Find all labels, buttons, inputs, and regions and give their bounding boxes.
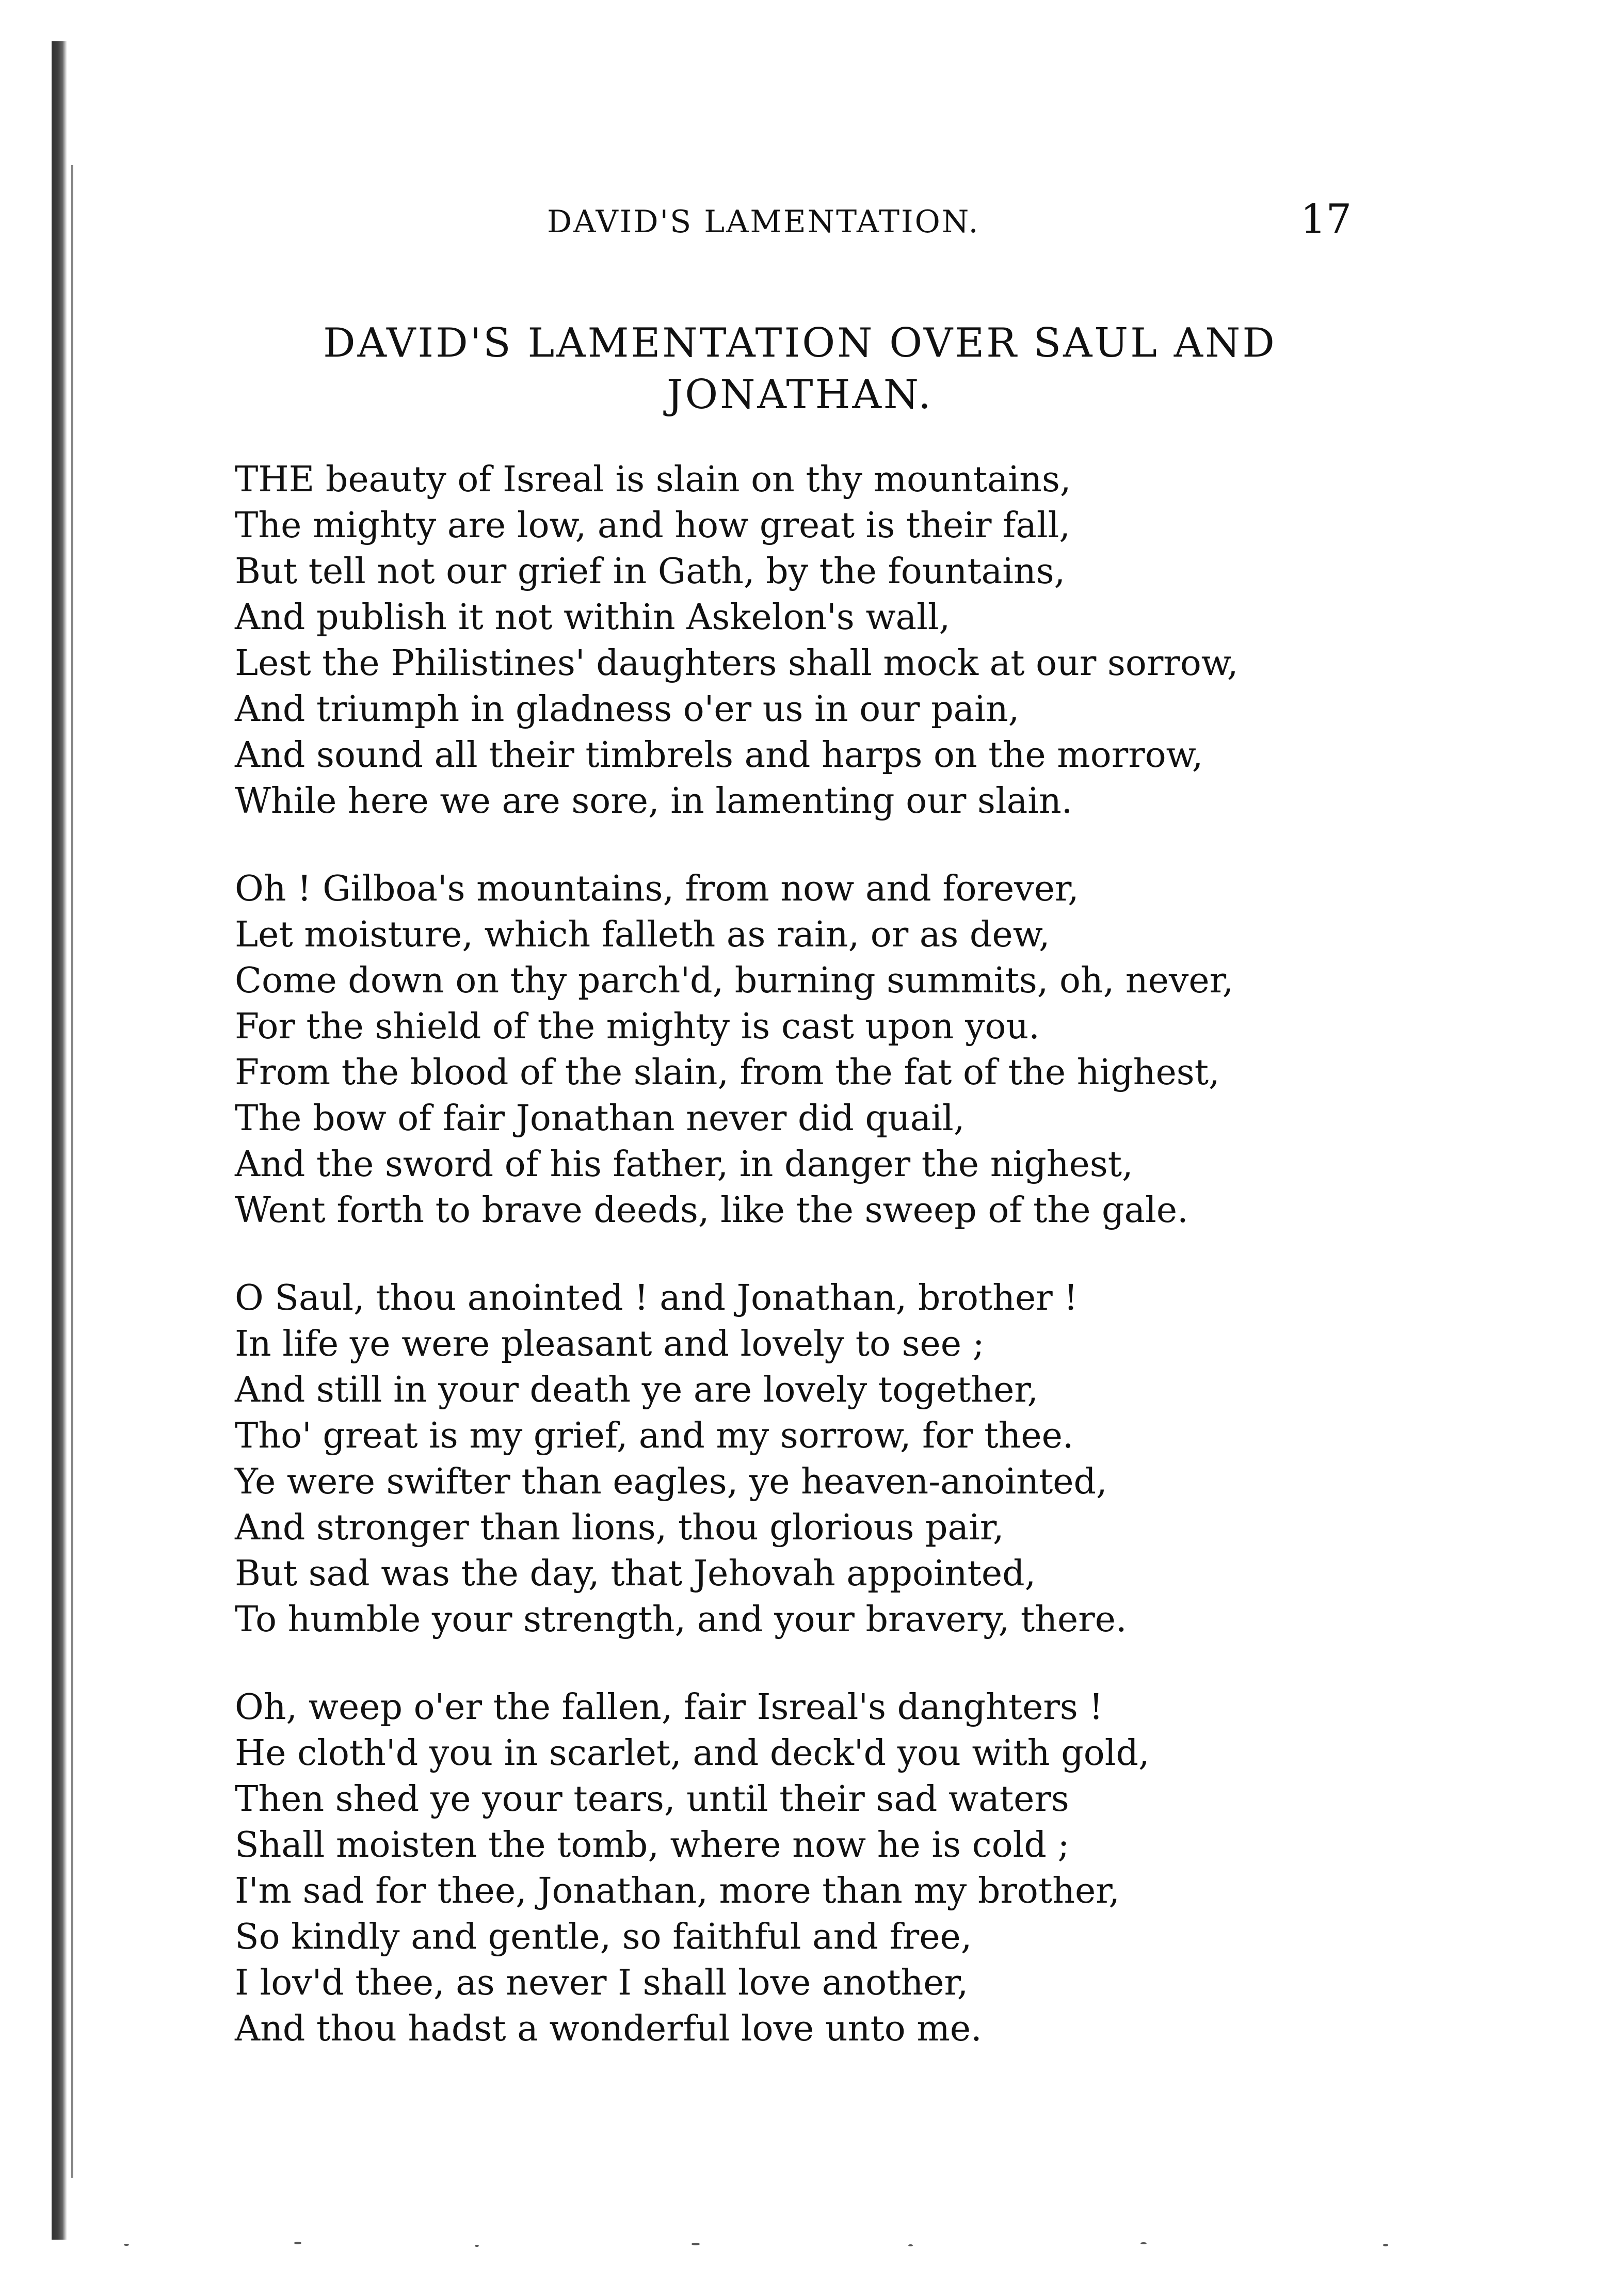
binding-edge-line <box>71 165 73 2178</box>
poem-line: Ye were swifter than eagles, ye heaven-anointed, <box>235 1461 1107 1502</box>
poem-line: In life ye were pleasant and lovely to see ; <box>235 1324 985 1364</box>
poem-line: He cloth'd you in scarlet, and deck'd you with gold, <box>235 1733 1150 1774</box>
poem-line: Come down on thy parch'd, burning summits, oh, never, <box>235 960 1234 1001</box>
poem-line: Lest the Philistines' daughters shall mock at our sorrow, <box>235 643 1239 684</box>
poem-line: To humble your strength, and your bravery, there. <box>235 1599 1127 1640</box>
poem-line: Oh ! Gilboa's mountains, from now and forever, <box>235 869 1079 909</box>
poem-line: O Saul, thou anointed ! and Jonathan, brother ! <box>235 1278 1078 1319</box>
page-number: 17 <box>1300 196 1352 243</box>
poem-title-line-2: JONATHAN. <box>667 372 933 418</box>
poem-line: So kindly and gentle, so faithful and free, <box>235 1917 972 1957</box>
poem-line: And still in your death ye are lovely together, <box>235 1370 1038 1410</box>
poem-line: Tho' great is my grief, and my sorrow, for thee. <box>235 1416 1074 1456</box>
poem-line: I lov'd thee, as never I shall love another, <box>235 1963 969 2003</box>
poem-body <box>235 457 1422 2052</box>
scan-specks <box>83 2240 1579 2252</box>
poem-line: I'm sad for thee, Jonathan, more than my brother, <box>235 1871 1120 1911</box>
poem-line: But tell not our grief in Gath, by the fountains, <box>235 551 1066 592</box>
poem-line: Shall moisten the tomb, where now he is cold ; <box>235 1825 1070 1866</box>
poem-line: But sad was the day, that Jehovah appointed, <box>235 1553 1036 1594</box>
poem-line: Then shed ye your tears, until their sad waters <box>235 1779 1069 1820</box>
poem-line: Oh, weep o'er the fallen, fair Isreal's danghters ! <box>235 1687 1103 1728</box>
poem-line: Went forth to brave deeds, like the sweep of the gale. <box>235 1190 1188 1231</box>
poem-title <box>206 317 1393 421</box>
stanza-1 <box>235 457 1422 824</box>
poem-title-line-1: DAVID'S LAMENTATION OVER SAUL AND <box>323 320 1277 366</box>
stanza-3 <box>235 1275 1422 1643</box>
stanza-2 <box>235 866 1422 1233</box>
poem-line: The bow of fair Jonathan never did quail, <box>235 1098 965 1139</box>
poem-line: And stronger than lions, thou glorious pair, <box>235 1507 1004 1548</box>
poem-line: And thou hadst a wonderful love unto me. <box>235 2008 982 2049</box>
poem-line: And the sword of his father, in danger the nighest, <box>235 1144 1133 1185</box>
poem-line: And sound all their timbrels and harps on the morrow, <box>235 735 1203 776</box>
poem-line: And triumph in gladness o'er us in our pain, <box>235 689 1020 730</box>
poem-line: While here we are sore, in lamenting our slain. <box>235 781 1073 822</box>
poem-line: THE beauty of Isreal is slain on thy mountains, <box>235 459 1071 500</box>
binding-edge <box>52 41 67 2240</box>
poem-line: And publish it not within Askelon's wall, <box>235 597 951 638</box>
poem-line: From the blood of the slain, from the fat of the highest, <box>235 1052 1220 1093</box>
poem-line: Let moisture, which falleth as rain, or as dew, <box>235 914 1050 955</box>
poem-line: The mighty are low, and how great is their fall, <box>235 505 1070 546</box>
stanza-4 <box>235 1684 1422 2052</box>
running-head: DAVID'S LAMENTATION. <box>547 204 980 240</box>
poem-line: For the shield of the mighty is cast upon you. <box>235 1006 1040 1047</box>
